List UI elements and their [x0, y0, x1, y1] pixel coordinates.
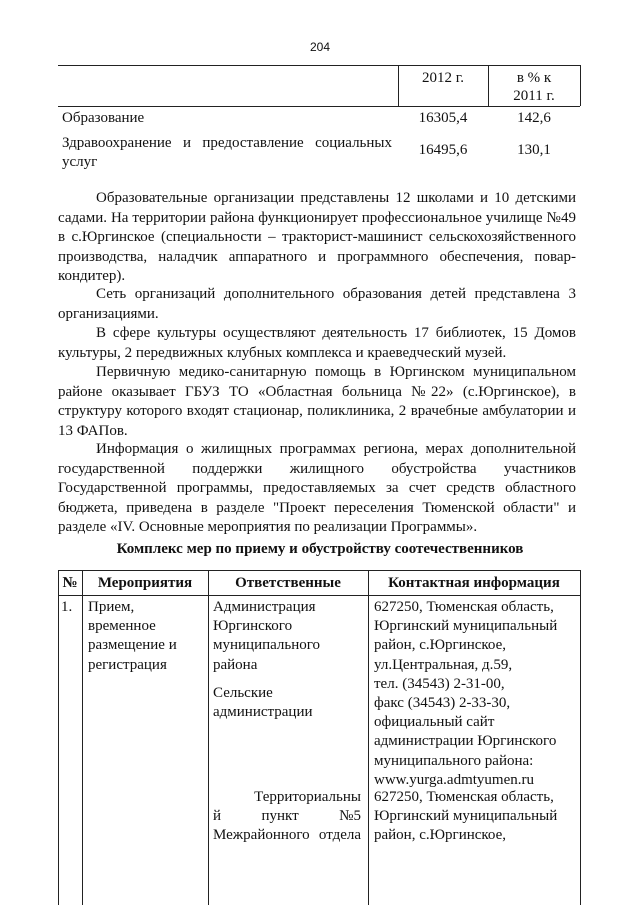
word: Межрайонного [213, 827, 310, 844]
stats-row-label: Здравоохранение и предоставление социальных [62, 135, 392, 151]
table-top-rule [58, 570, 580, 571]
paragraph-culture [58, 324, 576, 363]
table-col-divider-1 [82, 570, 83, 905]
responsible-territorial [213, 788, 361, 846]
word: пункт [261, 808, 299, 825]
measure-line: временное [88, 618, 156, 635]
contact-administration [374, 598, 557, 790]
stats-header-pct-2: 2011 г. [513, 88, 555, 104]
header-responsible: Ответственные [235, 575, 341, 591]
stats-right-border [580, 65, 581, 106]
paragraph-housing [58, 440, 576, 538]
stats-row-value: 16495,6 [418, 142, 468, 158]
stats-header-rule [58, 106, 580, 107]
table-left-border [58, 570, 59, 905]
paragraph-text: Сеть организаций дополнительного образования детей представлена 3 организациями. [58, 286, 576, 322]
responsible-line-justified [213, 826, 361, 845]
paragraph-healthcare [58, 363, 576, 441]
contact-line: официальный сайт [374, 714, 495, 731]
responsible-line: муниципального [213, 637, 321, 654]
responsible-line: Юргинского [213, 618, 293, 635]
stats-row-label-cont: услуг [62, 154, 98, 170]
contact-line: тел. (34543) 2-31-00, [374, 675, 505, 692]
responsible-line-justified [213, 807, 361, 826]
paragraph-text: Образовательные организации представлены 12 школами и 10 детскими садами. На территории района функционирует профессиональное училище №49 в с.Юргинское (специальности – тракторист-машинист сельскохозяйственного производства, наладчик аппаратного и программного обеспечения, повар-кондитер). [58, 190, 576, 284]
contact-line: ул.Центральная, д.59, [374, 656, 513, 673]
contact-line: Юргинский муниципальный [374, 808, 558, 825]
word: №5 [339, 808, 361, 825]
stats-row-label: Образование [62, 110, 145, 126]
table-col-divider-2 [208, 570, 209, 905]
table-header-rule [58, 595, 580, 596]
paragraph-text: В сфере культуры осуществляют деятельность 17 библиотек, 15 Домов культуры, 2 передвижных клубных комплекса и краеведческий музей. [58, 325, 576, 361]
stats-row-value: 16305,4 [418, 110, 468, 126]
contact-territorial [374, 788, 557, 846]
website-link[interactable]: www.yurga.admtyumen.ru [374, 771, 534, 788]
paragraph-text: Информация о жилищных программах региона, мерах дополнительной государственной поддержки жилищного обустройства участников Государственной программы, предоставляемых за счет средств областного бюджета, приведена в разделе "Проект переселения Тюменской области" и разделе «IV. Основные мероприятия по реализации Программы». [58, 441, 576, 535]
responsible-line: района [213, 656, 258, 673]
measure-cell [88, 598, 177, 675]
header-measures: Мероприятия [97, 575, 193, 591]
stats-header-2012: 2012 г. [422, 70, 464, 86]
section-title: Комплекс мер по приему и обустройству соотечественников [116, 541, 524, 557]
responsible-rural [213, 684, 313, 722]
stats-top-rule [58, 65, 580, 66]
contact-line: администрации Юргинского [374, 733, 557, 750]
contact-line: Юргинский муниципальный [374, 618, 558, 635]
contact-line: район, с.Юргинское, [374, 637, 507, 654]
paragraph-additional-education [58, 285, 576, 324]
header-num: № [62, 575, 78, 591]
contact-line: муниципального района: [374, 752, 534, 769]
stats-row-pct: 142,6 [517, 110, 551, 126]
contact-line: район, с.Юргинское, [374, 827, 507, 844]
table-col-divider-3 [368, 570, 369, 905]
page-number: 204 [309, 40, 331, 54]
paragraph-education [58, 189, 576, 287]
measure-line: размещение и [88, 637, 177, 654]
stats-row-pct: 130,1 [517, 142, 551, 158]
responsible-line: Сельские [213, 685, 273, 701]
stats-header-pct-1: в % к [516, 70, 552, 86]
responsible-line: администрации [213, 704, 313, 721]
contact-line: 627250, Тюменская область, [374, 599, 554, 615]
row-num: 1. [61, 599, 73, 615]
word: отдела [318, 827, 361, 844]
responsible-line: Администрация [213, 599, 316, 615]
paragraph-text: Первичную медико-санитарную помощь в Юргинском муниципальном районе оказывает ГБУЗ ТО «Областная больница №22» (с.Юргинское), в структуру которого входят стационар, поликлиника, 2 врачебные амбулатории и 13 ФАПов. [58, 364, 576, 439]
contact-line: 627250, Тюменская область, [374, 789, 554, 805]
responsible-line: Территориальны [254, 789, 361, 805]
contact-line: факс (34543) 2-33-30, [374, 695, 511, 712]
header-contact: Контактная информация [388, 575, 560, 591]
measure-line: Прием, [88, 599, 135, 615]
word: й [213, 808, 222, 825]
table-right-border [580, 570, 581, 905]
responsible-administration [213, 598, 320, 675]
measure-line: регистрация [88, 656, 167, 673]
